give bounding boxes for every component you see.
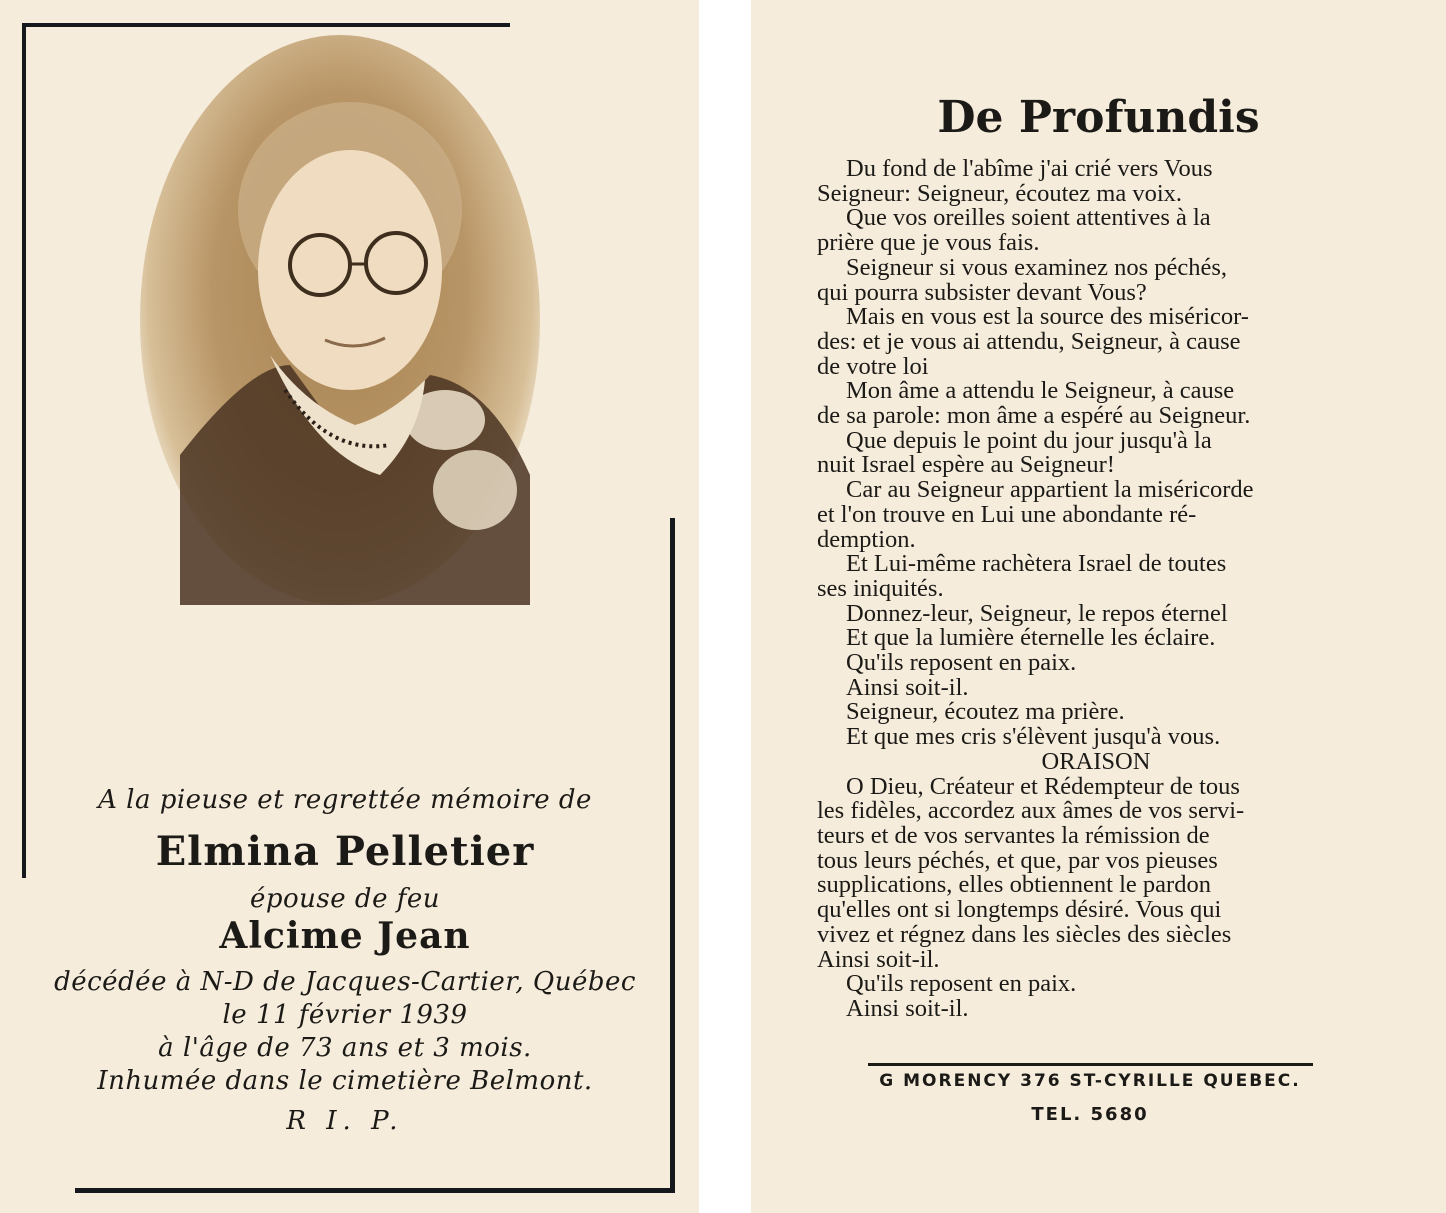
age-line: à l'âge de 73 ans et 3 mois. xyxy=(158,1033,532,1063)
prayer-line: Car au Seigneur appartient la miséricorde xyxy=(846,476,1254,504)
oraison-line: tous leurs péchés, et que, par vos pieuses xyxy=(817,846,1218,874)
prayer-line: Que depuis le point du jour jusqu'à la xyxy=(846,426,1212,454)
prayer-line: de sa parole: mon âme a espéré au Seigneur. xyxy=(817,402,1251,430)
oraison-line: Ainsi soit-il. xyxy=(817,945,940,973)
oraison-line: Ainsi soit-il. xyxy=(846,994,969,1022)
prayer-line: Et Lui-même rachètera Israel de toutes xyxy=(846,550,1227,578)
spouse-name: Alcime Jean xyxy=(219,915,471,957)
prayer-line: Et que la lumière éternelle les éclaire. xyxy=(846,624,1216,652)
prayer-line: Qu'ils reposent en paix. xyxy=(846,649,1077,677)
prayer-line: Donnez-leur, Seigneur, le repos éternel xyxy=(846,599,1228,627)
prayer-line: nuit Israel espère au Seigneur! xyxy=(817,451,1115,479)
spouse-intro: épouse de feu xyxy=(250,884,440,914)
prayer-line: Seigneur: Seigneur, écoutez ma voix. xyxy=(817,179,1183,207)
border-line-bottom xyxy=(75,1188,675,1193)
death-place: décédée à N-D de Jacques-Cartier, Québec xyxy=(54,967,636,997)
border-line-left xyxy=(22,23,26,878)
oraison-heading: ORAISON xyxy=(1041,747,1151,775)
prayer-text xyxy=(817,157,1365,1022)
border-line-top xyxy=(22,23,510,27)
oraison-line: teurs et de vos servantes la rémission de xyxy=(817,821,1210,849)
prayer-line: prière que je vous fais. xyxy=(817,229,1040,257)
printer-divider xyxy=(868,1063,1313,1066)
prayer-line: ses iniquités. xyxy=(817,574,944,602)
prayer-line: des: et je vous ai attendu, Seigneur, à cause xyxy=(817,327,1241,355)
deceased-name: Elmina Pelletier xyxy=(155,828,535,875)
printer-telephone: TEL. 5680 xyxy=(1031,1104,1149,1125)
prayer-line: Seigneur, écoutez ma prière. xyxy=(846,698,1125,726)
intro-line: A la pieuse et regrettée mémoire de xyxy=(98,785,592,815)
prayer-line: qui pourra subsister devant Vous? xyxy=(817,278,1147,306)
oraison-line: les fidèles, accordez aux âmes de vos servi- xyxy=(817,797,1245,825)
prayer-line: Que vos oreilles soient attentives à la xyxy=(846,204,1211,232)
rip-line: R I. P. xyxy=(286,1106,404,1136)
prayer-line: de votre loi xyxy=(817,352,929,380)
prayer-line: Seigneur si vous examinez nos péchés, xyxy=(846,253,1228,281)
memorial-card-front xyxy=(0,0,699,1213)
printer-credit: G MORENCY 376 ST-CYRILLE QUEBEC. xyxy=(879,1071,1301,1091)
border-line-right xyxy=(670,518,675,1193)
prayer-line: Du fond de l'abîme j'ai crié vers Vous xyxy=(846,155,1213,182)
oraison-line: qu'elles ont si longtemps désiré. Vous qui xyxy=(817,896,1222,924)
portrait-figure xyxy=(140,35,540,605)
prayer-title: De Profundis xyxy=(937,92,1260,143)
prayer-line: Et que mes cris s'élèvent jusqu'à vous. xyxy=(846,723,1221,751)
portrait-photo xyxy=(140,35,540,605)
oraison-line: vivez et régnez dans les siècles des siècles xyxy=(817,920,1232,948)
prayer-line: et l'on trouve en Lui une abondante ré- xyxy=(817,500,1197,528)
oraison-line: Qu'ils reposent en paix. xyxy=(846,970,1077,998)
prayer-line: demption. xyxy=(817,525,916,553)
oraison-line: supplications, elles obtiennent le pardon xyxy=(817,871,1211,899)
burial-line: Inhumée dans le cimetière Belmont. xyxy=(97,1066,593,1096)
prayer-line: Ainsi soit-il. xyxy=(846,673,969,701)
prayer-line: Mon âme a attendu le Seigneur, à cause xyxy=(846,377,1235,405)
death-date: le 11 février 1939 xyxy=(222,1000,468,1030)
prayer-line: Mais en vous est la source des miséricor- xyxy=(846,303,1249,331)
oraison-line: O Dieu, Créateur et Rédempteur de tous xyxy=(846,772,1240,800)
